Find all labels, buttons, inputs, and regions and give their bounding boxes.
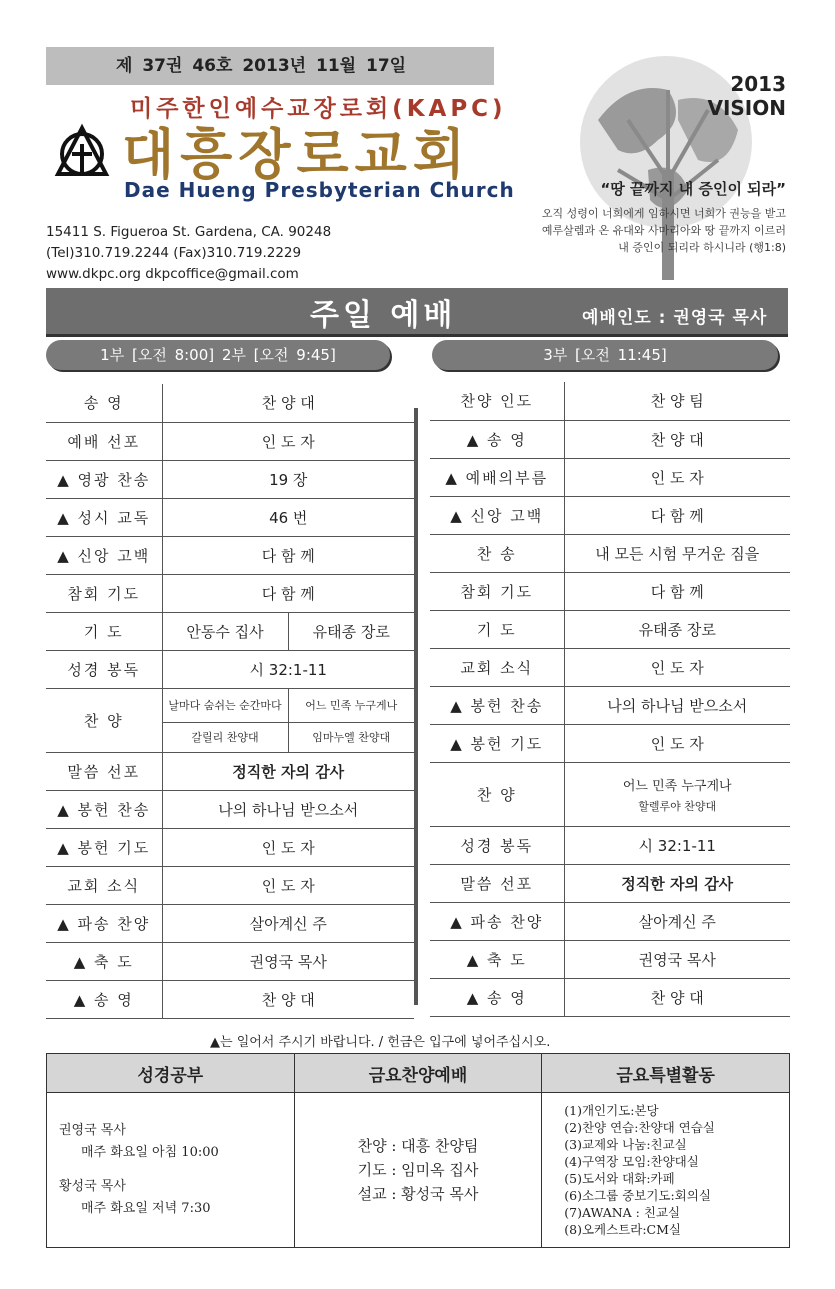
row-label: 참회 기도: [430, 572, 564, 610]
row-label: ▲ 파송 찬양: [46, 904, 162, 942]
table-row: [46, 460, 414, 498]
row-value: 인 도 자: [564, 458, 790, 496]
row-label: ▲ 예배의부름: [430, 458, 564, 496]
row-label: 말씀 선포: [46, 752, 162, 790]
song-title: 어느 민족 누구게나: [622, 778, 732, 794]
table-row: [430, 762, 790, 826]
table-row: [46, 650, 414, 688]
table-row: [430, 686, 790, 724]
row-label: ▲ 송 영: [430, 978, 564, 1016]
denomination: 미주한인예수교장로회(KAPC): [130, 96, 507, 122]
table-row: [430, 420, 790, 458]
bible-study-cell: [47, 1093, 295, 1248]
song-title: 어느 민족 누구게나: [288, 688, 414, 722]
table-row: [46, 904, 414, 942]
row-value: 나의 하나님 받으소서: [564, 686, 790, 724]
table-row: [430, 826, 790, 864]
friday-activities-header: 금요특별활동: [542, 1054, 790, 1093]
row-label: ▲ 신앙 고백: [430, 496, 564, 534]
row-value: 내 모든 시험 무거운 짐을: [564, 534, 790, 572]
choir-name: 갈릴리 찬양대: [162, 722, 288, 752]
friday-worship-header: 금요찬양예배: [294, 1054, 542, 1093]
row-label: 성경 봉독: [46, 650, 162, 688]
row-value: 다 함 께: [162, 536, 414, 574]
row-value: 다 함 께: [564, 572, 790, 610]
activity-item: (5)도서와 대화:카페: [564, 1171, 675, 1186]
table-row: [46, 612, 414, 650]
row-value: 인 도 자: [162, 828, 414, 866]
web-email: www.dkpc.org dkpcoffice@gmail.com: [46, 266, 299, 282]
table-row: [46, 574, 414, 612]
verse-title: “땅 끝까지 내 증인이 되라”: [600, 180, 786, 198]
row-label: 교회 소식: [46, 866, 162, 904]
row-value: 인 도 자: [564, 648, 790, 686]
friday-activities-cell: [542, 1093, 790, 1248]
row-label: 예배 선포: [46, 422, 162, 460]
activity-item: (8)오케스트라:CM실: [564, 1222, 681, 1237]
table-row: [430, 648, 790, 686]
study-leader: 황성국 목사: [59, 1179, 126, 1194]
verse-line: 예루살렘과 온 유대와 사마리아와 땅 끝까지 이르러: [541, 224, 786, 237]
bible-study-header: 성경공부: [47, 1054, 295, 1093]
table-row: [430, 534, 790, 572]
row-label: ▲ 송 영: [430, 420, 564, 458]
vision-label: VISION: [707, 96, 786, 120]
row-label: 성경 봉독: [430, 826, 564, 864]
issue-bar: 제 37권 46호 2013년 11월 17일: [46, 47, 494, 85]
row-label: ▲ 신앙 고백: [46, 536, 162, 574]
row-value: 19 장: [162, 460, 414, 498]
worship-line: 설교 : 황성국 목사: [357, 1185, 479, 1203]
table-header-row: [47, 1054, 790, 1093]
table-row: [46, 498, 414, 536]
row-label: ▲ 송 영: [46, 980, 162, 1018]
table-row: [430, 864, 790, 902]
table-row: [46, 980, 414, 1018]
activities-table: [46, 1053, 790, 1248]
table-row: [430, 382, 790, 420]
service1-order-table: [46, 384, 414, 1019]
activity-item: (6)소그룹 중보기도:회의실: [564, 1188, 711, 1203]
church-logo-icon: [52, 122, 112, 182]
row-label: 말씀 선포: [430, 864, 564, 902]
table-row: [46, 790, 414, 828]
table-row: [46, 688, 414, 722]
table-row: [46, 422, 414, 460]
table-row: [430, 902, 790, 940]
service1-time-pill: 1부 [오전 8:00] 2부 [오전 9:45]: [46, 340, 390, 370]
study-leader: 권영국 목사: [59, 1123, 126, 1138]
table-row: [430, 496, 790, 534]
column-divider: [414, 408, 418, 1005]
row-value: 다 함 께: [564, 496, 790, 534]
row-value: 시 32:1-11: [564, 826, 790, 864]
banner-title: 주일 예배: [310, 298, 457, 333]
vision-year: 2013: [730, 72, 786, 96]
row-value-2: 유태종 장로: [288, 612, 414, 650]
activity-item: (4)구역장 모임:찬양대실: [564, 1154, 699, 1169]
table-row: [430, 724, 790, 762]
row-value: 권영국 목사: [162, 942, 414, 980]
activity-item: (1)개인기도:본당: [564, 1103, 659, 1118]
row-label: ▲ 영광 찬송: [46, 460, 162, 498]
table-row: [430, 610, 790, 648]
row-value: 유태종 장로: [564, 610, 790, 648]
standing-note: ▲는 일어서 주시기 바랍니다. / 헌금은 입구에 넣어주십시오.: [210, 1035, 551, 1050]
table-row: [430, 940, 790, 978]
row-value: 살아계신 주: [564, 902, 790, 940]
choir-name: 임마누엘 찬양대: [288, 722, 414, 752]
worship-line: 찬양 : 대흥 찬양팀: [357, 1137, 479, 1155]
row-value: 찬 양 대: [564, 978, 790, 1016]
verse-line: 내 증인이 되리라 하시니라 (행1:8): [618, 241, 786, 254]
table-row: [46, 384, 414, 422]
row-label: 찬 송: [430, 534, 564, 572]
row-value: [564, 762, 790, 826]
row-value: 찬 양 대: [564, 420, 790, 458]
verse-text: [480, 205, 786, 256]
row-value: 찬 양 대: [162, 980, 414, 1018]
table-row: [430, 458, 790, 496]
table-row: [430, 572, 790, 610]
row-value: 46 번: [162, 498, 414, 536]
row-value: 안동수 집사: [162, 612, 288, 650]
row-value: 다 함 께: [162, 574, 414, 612]
phone: (Tel)310.719.2244 (Fax)310.719.2229: [46, 245, 302, 261]
row-label: ▲ 봉헌 찬송: [46, 790, 162, 828]
row-value: 인 도 자: [564, 724, 790, 762]
activity-item: (3)교제와 나눔:친교실: [564, 1137, 687, 1152]
banner-leader: 예배인도 : 권영국 목사: [582, 308, 768, 328]
row-value: 찬 양 팀: [564, 382, 790, 420]
row-label: 기 도: [46, 612, 162, 650]
table-row: [46, 942, 414, 980]
row-label: ▲ 성시 교독: [46, 498, 162, 536]
row-label: ▲ 봉헌 찬송: [430, 686, 564, 724]
row-label: ▲ 축 도: [430, 940, 564, 978]
row-label: ▲ 봉헌 기도: [46, 828, 162, 866]
address: 15411 S. Figueroa St. Gardena, CA. 90248: [46, 224, 332, 240]
row-label: 찬양 인도: [430, 382, 564, 420]
row-value: 찬 양 대: [162, 384, 414, 422]
row-label: ▲ 파송 찬양: [430, 902, 564, 940]
sermon-title: 정직한 자의 감사: [162, 752, 414, 790]
choir-name: 할렐루야 찬양대: [638, 799, 717, 813]
table-row: [46, 752, 414, 790]
row-value: 인 도 자: [162, 866, 414, 904]
row-label: 찬 양: [430, 762, 564, 826]
table-row: [46, 866, 414, 904]
row-label: 참회 기도: [46, 574, 162, 612]
row-value: 살아계신 주: [162, 904, 414, 942]
row-label: 교회 소식: [430, 648, 564, 686]
row-label: 송 영: [46, 384, 162, 422]
service3-time-pill: 3부 [오전 11:45]: [432, 340, 778, 370]
row-label: ▲ 축 도: [46, 942, 162, 980]
service3-order-table: [430, 382, 790, 1017]
row-label: 찬 양: [46, 688, 162, 752]
church-name: 대흥장로교회: [122, 123, 471, 186]
study-time: 매주 화요일 아침 10:00: [81, 1145, 219, 1160]
activity-item: (2)찬양 연습:찬양대 연습실: [564, 1120, 715, 1135]
row-value: 시 32:1-11: [162, 650, 414, 688]
row-value: 인 도 자: [162, 422, 414, 460]
verse-line: 오직 성령이 너희에게 임하시면 너희가 권능을 받고: [541, 207, 786, 220]
sermon-title: 정직한 자의 감사: [564, 864, 790, 902]
table-row: [46, 536, 414, 574]
friday-worship-cell: [294, 1093, 542, 1248]
row-label: 기 도: [430, 610, 564, 648]
row-value: 나의 하나님 받으소서: [162, 790, 414, 828]
table-row: [46, 828, 414, 866]
row-value: 권영국 목사: [564, 940, 790, 978]
study-time: 매주 화요일 저녁 7:30: [81, 1201, 211, 1216]
row-label: ▲ 봉헌 기도: [430, 724, 564, 762]
table-row: [430, 978, 790, 1016]
worship-line: 기도 : 임미옥 집사: [357, 1161, 479, 1179]
church-name-en: Dae Hueng Presbyterian Church: [124, 178, 515, 202]
song-title: 날마다 숨쉬는 순간마다: [162, 688, 288, 722]
table-row: [47, 1093, 790, 1248]
activity-item: (7)AWANA : 친교실: [564, 1205, 681, 1220]
